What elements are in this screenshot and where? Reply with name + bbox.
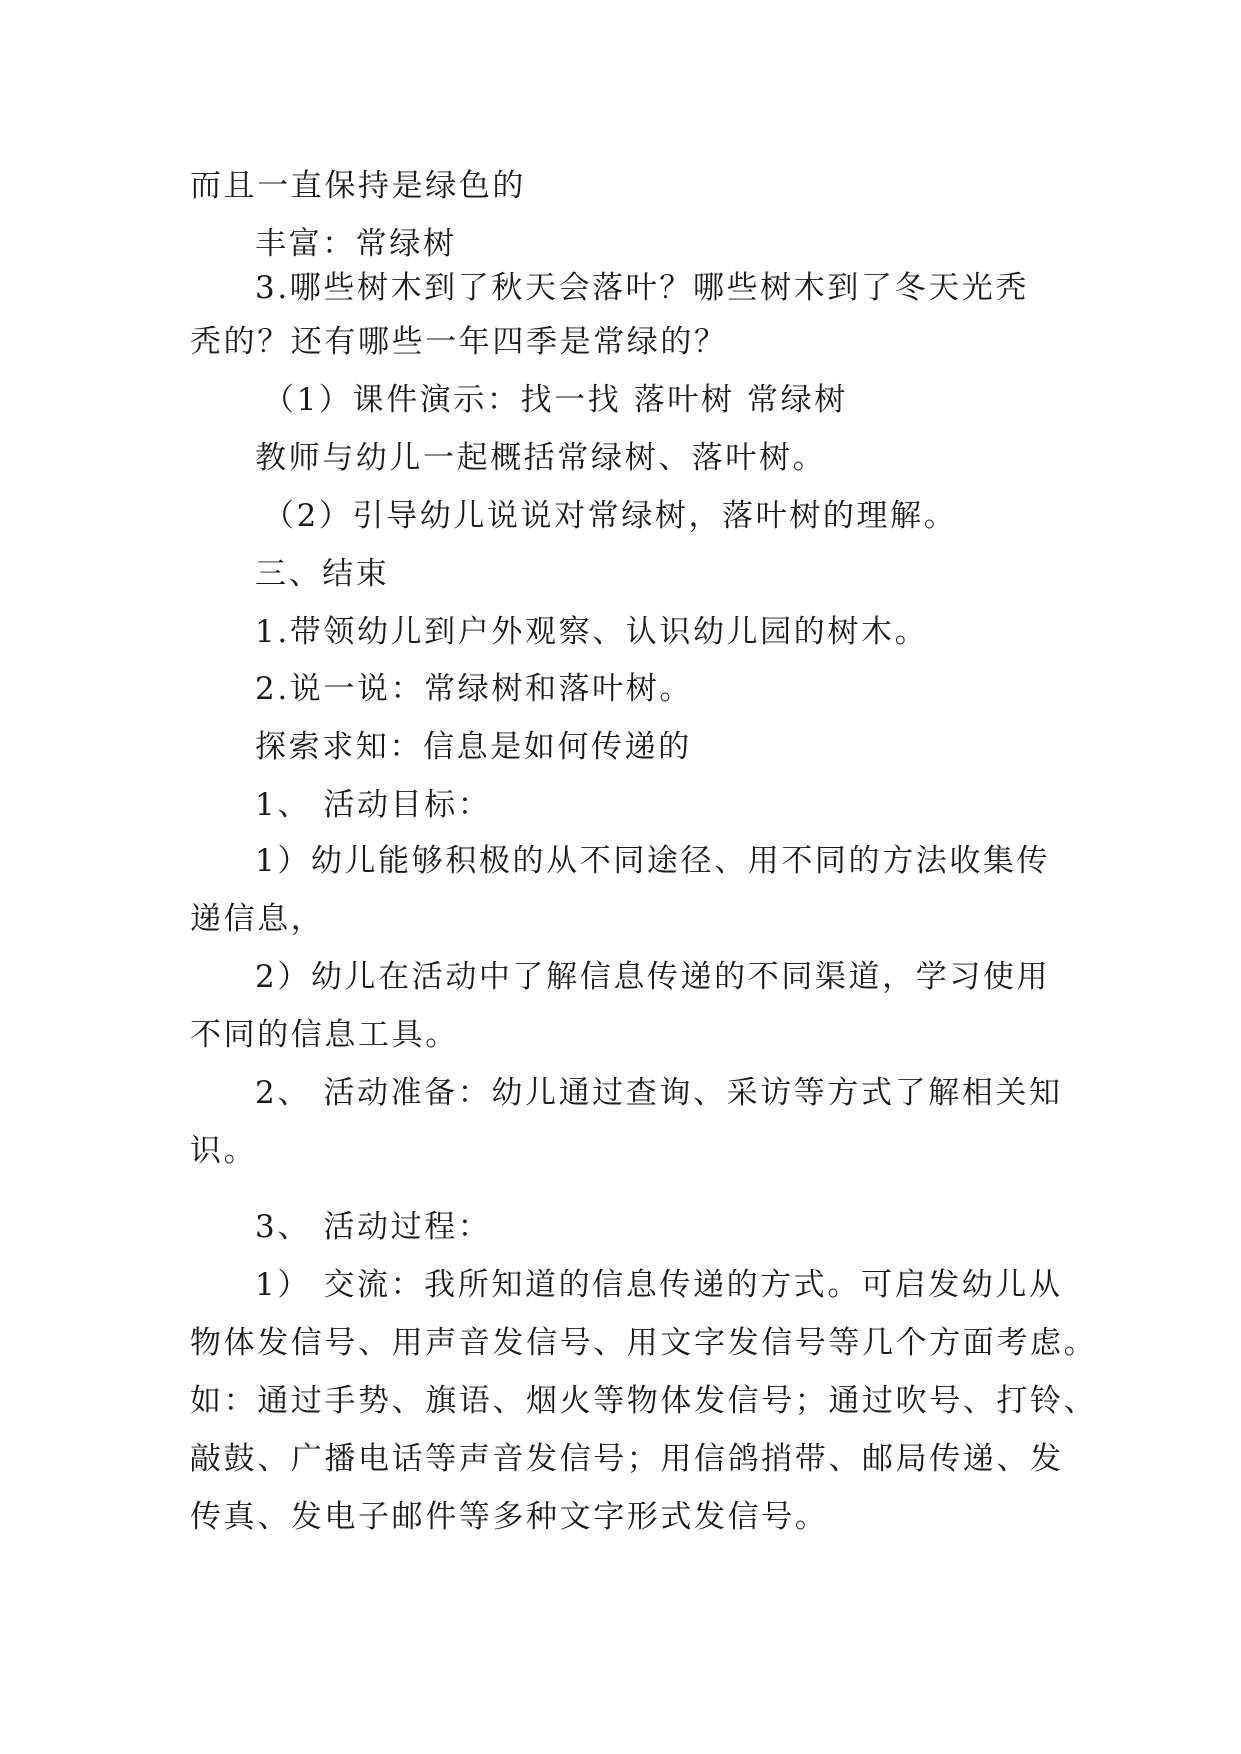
text-line: 2.说一说：常绿树和落叶树。 [255,671,693,707]
text-line: 秃的？还有哪些一年四季是常绿的？ [190,324,728,360]
text-line: 传真、发电子邮件等多种文字形式发信号。 [190,1499,829,1535]
text-line: 教师与幼儿一起概括常绿树、落叶树。 [255,440,827,476]
text-line: 3.哪些树木到了秋天会落叶？哪些树木到了冬天光秃 [255,270,1029,306]
text-line: 物体发信号、用声音发信号、用文字发信号等几个方面考虑。 [190,1325,1098,1361]
text-line: 如：通过手势、旗语、烟火等物体发信号；通过吹号、打铃、 [190,1383,1098,1419]
text-line: 1） 交流：我所知道的信息传递的方式。可启发幼儿从 [255,1267,1063,1303]
text-line: 丰富：常绿树 [255,226,457,262]
section-heading: 三、结束 [255,556,390,592]
text-line: 3、 活动过程： [255,1209,492,1245]
text-line: 1.带领幼儿到户外观察、认识幼儿园的树木。 [255,614,929,650]
text-line: 2、 活动准备：幼儿通过查询、采访等方式了解相关知 [255,1075,1063,1111]
text-line: 识。 [190,1133,258,1169]
text-line: （2）引导幼儿说说对常绿树，落叶树的理解。 [263,498,958,534]
text-line: 1）幼儿能够积极的从不同途径、用不同的方法收集传 [255,843,1051,879]
text-line: 而且一直保持是绿色的 [190,168,526,204]
text-line: 递信息， [190,901,325,937]
text-line: （1）课件演示：找一找 落叶树 常绿树 [263,382,848,418]
section-heading: 探索求知：信息是如何传递的 [255,729,692,765]
text-line: 不同的信息工具。 [190,1017,459,1053]
text-line: 敲鼓、广播电话等声音发信号；用信鸽捎带、邮局传递、发 [190,1441,1064,1477]
text-line: 1、 活动目标： [255,787,492,823]
text-line: 2）幼儿在活动中了解信息传递的不同渠道，学习使用 [255,959,1051,995]
